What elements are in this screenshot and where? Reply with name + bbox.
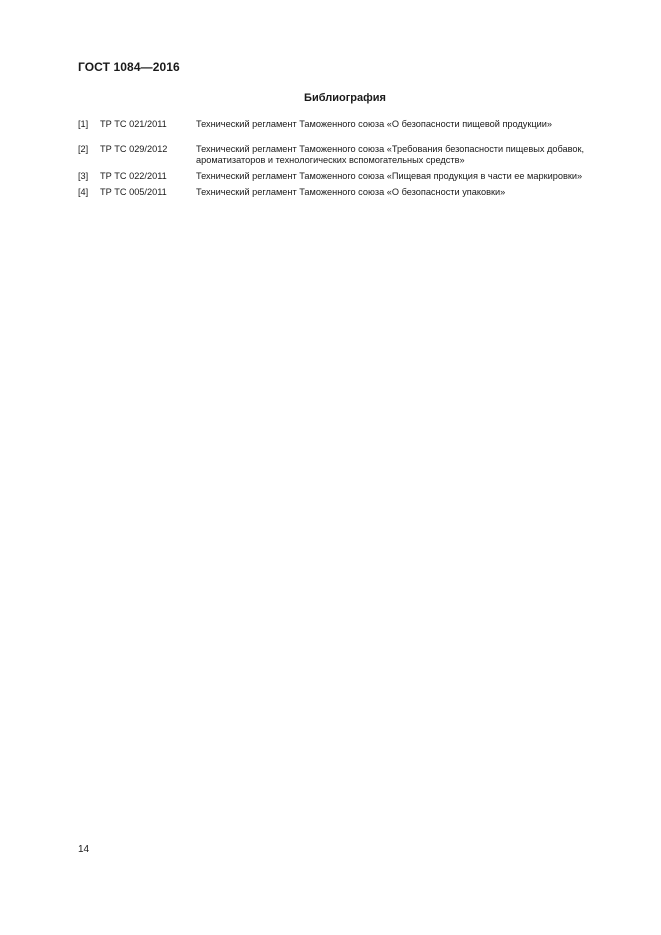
reference-title: Технический регламент Таможенного союза «Требования безопасности пищевых добавок, ароматизаторов и технологических вспомогательных средств» (196, 144, 585, 165)
reference-number: [3] (78, 171, 89, 181)
page-number: 14 (78, 844, 90, 855)
reference-title: Технический регламент Таможенного союза «Пищевая продукция в части ее маркировки» (196, 171, 583, 181)
bibliography-item (78, 187, 618, 198)
reference-number: [4] (78, 187, 89, 197)
reference-number: [2] (78, 144, 89, 154)
bibliography-title: Библиография (304, 92, 386, 104)
reference-title: Технический регламент Таможенного союза «О безопасности пищевой продукции» (196, 119, 553, 129)
bibliography-item (78, 144, 618, 166)
bibliography-list (78, 119, 618, 198)
bibliography-item (78, 119, 618, 130)
document-code: ГОСТ 1084—2016 (78, 60, 180, 74)
reference-code: ТР ТС 005/2011 (100, 187, 167, 197)
reference-code: ТР ТС 029/2012 (100, 144, 168, 154)
reference-number: [1] (78, 119, 89, 129)
bibliography-item (78, 171, 618, 182)
reference-title: Технический регламент Таможенного союза «О безопасности упаковки» (196, 187, 506, 197)
reference-code: ТР ТС 022/2011 (100, 171, 167, 181)
reference-code: ТР ТС 021/2011 (100, 119, 167, 129)
